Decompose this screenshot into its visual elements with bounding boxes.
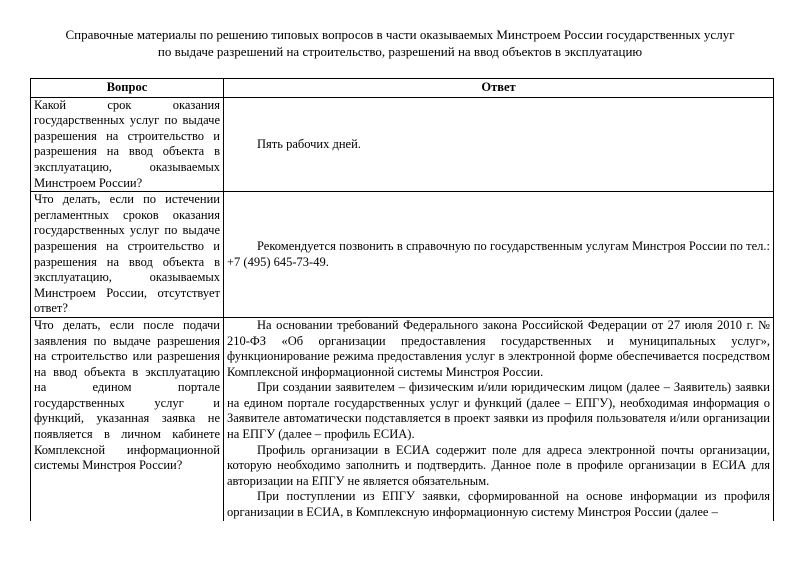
answer-paragraph: Профиль организации в ЕСИА содержит поле для адреса электронной почты организации, которую необходимо заполнить и подтвердить. Данное поле в профиле организации в ЕСИА для авторизации на ЕПГУ не является обязательным.: [227, 442, 770, 488]
answer-paragraph: На основании требований Федерального закона Российской Федерации от 27 июля 2010 г. № 210-ФЗ «Об организации предоставления государственных и муниципальных услуг», функционирование режима предоставления услуг в электронной форме обеспечивается посредством Комплексной информационной системы Минстроя России.: [227, 317, 770, 379]
document-title: [30, 26, 770, 60]
question-column-header: Вопрос: [31, 79, 224, 98]
table-row: [31, 97, 774, 192]
question-cell: Какой срок оказания государственных услуг по выдаче разрешения на строительство и разрешения на ввод объекта в эксплуатацию, оказываемых Минстроем России?: [31, 97, 224, 192]
answer-cell: [224, 97, 774, 192]
title-line-2: по выдаче разрешений на строительство, разрешений на ввод объектов в эксплуатацию: [157, 44, 643, 59]
answer-paragraph: Пять рабочих дней.: [257, 136, 361, 151]
title-line-1: Справочные материалы по решению типовых вопросов в части оказываемых Минстроем России государственных услуг: [65, 27, 735, 42]
table-header-row: [31, 79, 774, 98]
table-row: [31, 317, 774, 520]
faq-table: [30, 78, 774, 521]
table-row: [31, 192, 774, 318]
answer-cell: [224, 317, 774, 520]
question-cell: Что делать, если по истечении регламентных сроков оказания государственных услуг по выдаче разрешения на строительство и разрешения на ввод объекта в эксплуатацию, оказываемых Минстроем России, отсутствует ответ?: [31, 192, 224, 318]
answer-paragraph: При создании заявителем – физическим и/или юридическим лицом (далее – Заявитель) заявки на едином портале государственных услуг и функций (далее – ЕПГУ), необходимая информация о Заявителе автоматически подставляется в проект заявки из профиля пользователя и/или организации на ЕПГУ (далее – профиль ЕСИА).: [227, 380, 770, 442]
answer-paragraph: Рекомендуется позвонить в справочную по государственным услугам Минстроя России по тел.: +7 (495) 645-73-49.: [227, 238, 770, 269]
answer-column-header: Ответ: [224, 79, 774, 98]
question-cell: Что делать, если после подачи заявления по выдаче разрешения на строительство или разрешения на ввод объекта в эксплуатацию на едином портале государственных услуг и функций, указанная заявка не появляется в личном кабинете Комплексной информационной системы Минстроя России?: [31, 317, 224, 520]
answer-cell: [224, 192, 774, 318]
answer-paragraph: При поступлении из ЕПГУ заявки, сформированной на основе информации из профиля организации в ЕСИА, в Комплексную информационную систему Минстроя России (далее –: [227, 489, 770, 520]
